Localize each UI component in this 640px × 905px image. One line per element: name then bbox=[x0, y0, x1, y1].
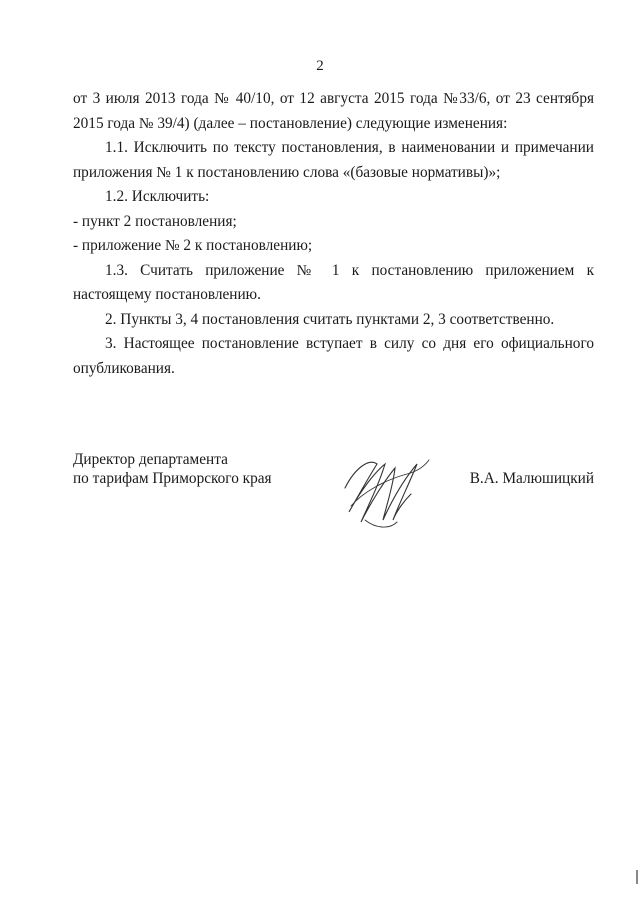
handwritten-signature bbox=[335, 450, 435, 535]
list-item-clause-2: - пункт 2 постановления; bbox=[73, 212, 237, 230]
document-body bbox=[73, 87, 594, 381]
signatory-title-line-2: по тарифам Приморского края bbox=[73, 470, 272, 487]
signatory-name: В.А. Малюшицкий bbox=[469, 470, 594, 487]
paragraph-2: 2. Пункты 3, 4 постановления считать пунктами 2, 3 соответственно. bbox=[105, 310, 555, 328]
page-number: 2 bbox=[316, 58, 324, 74]
signatory-title bbox=[73, 450, 272, 488]
paragraph-continuation: от 3 июля 2013 года № 40/10, от 12 августа 2015 года №33/6, от 23 сентября 2015 года № 39/4) (далее – постановление) следующие изменения: bbox=[73, 90, 594, 132]
signature-block bbox=[73, 450, 594, 540]
signatory-title-line-1: Директор департамента bbox=[73, 451, 228, 468]
list-item-appendix-2: - приложение № 2 к постановлению; bbox=[73, 237, 313, 254]
paragraph-3: 3. Настоящее постановление вступает в силу со дня его официального опубликования. bbox=[73, 335, 594, 377]
paragraph-1-1: 1.1. Исключить по тексту постановления, в наименовании и примечании приложения № 1 к постановлению слова «(базовые нормативы)»; bbox=[73, 139, 594, 181]
scan-artifact bbox=[636, 870, 638, 884]
paragraph-1-3: 1.3. Считать приложение № 1 к постановлению приложением к настоящему постановлению. bbox=[73, 261, 594, 303]
paragraph-1-2: 1.2. Исключить: bbox=[105, 188, 210, 205]
